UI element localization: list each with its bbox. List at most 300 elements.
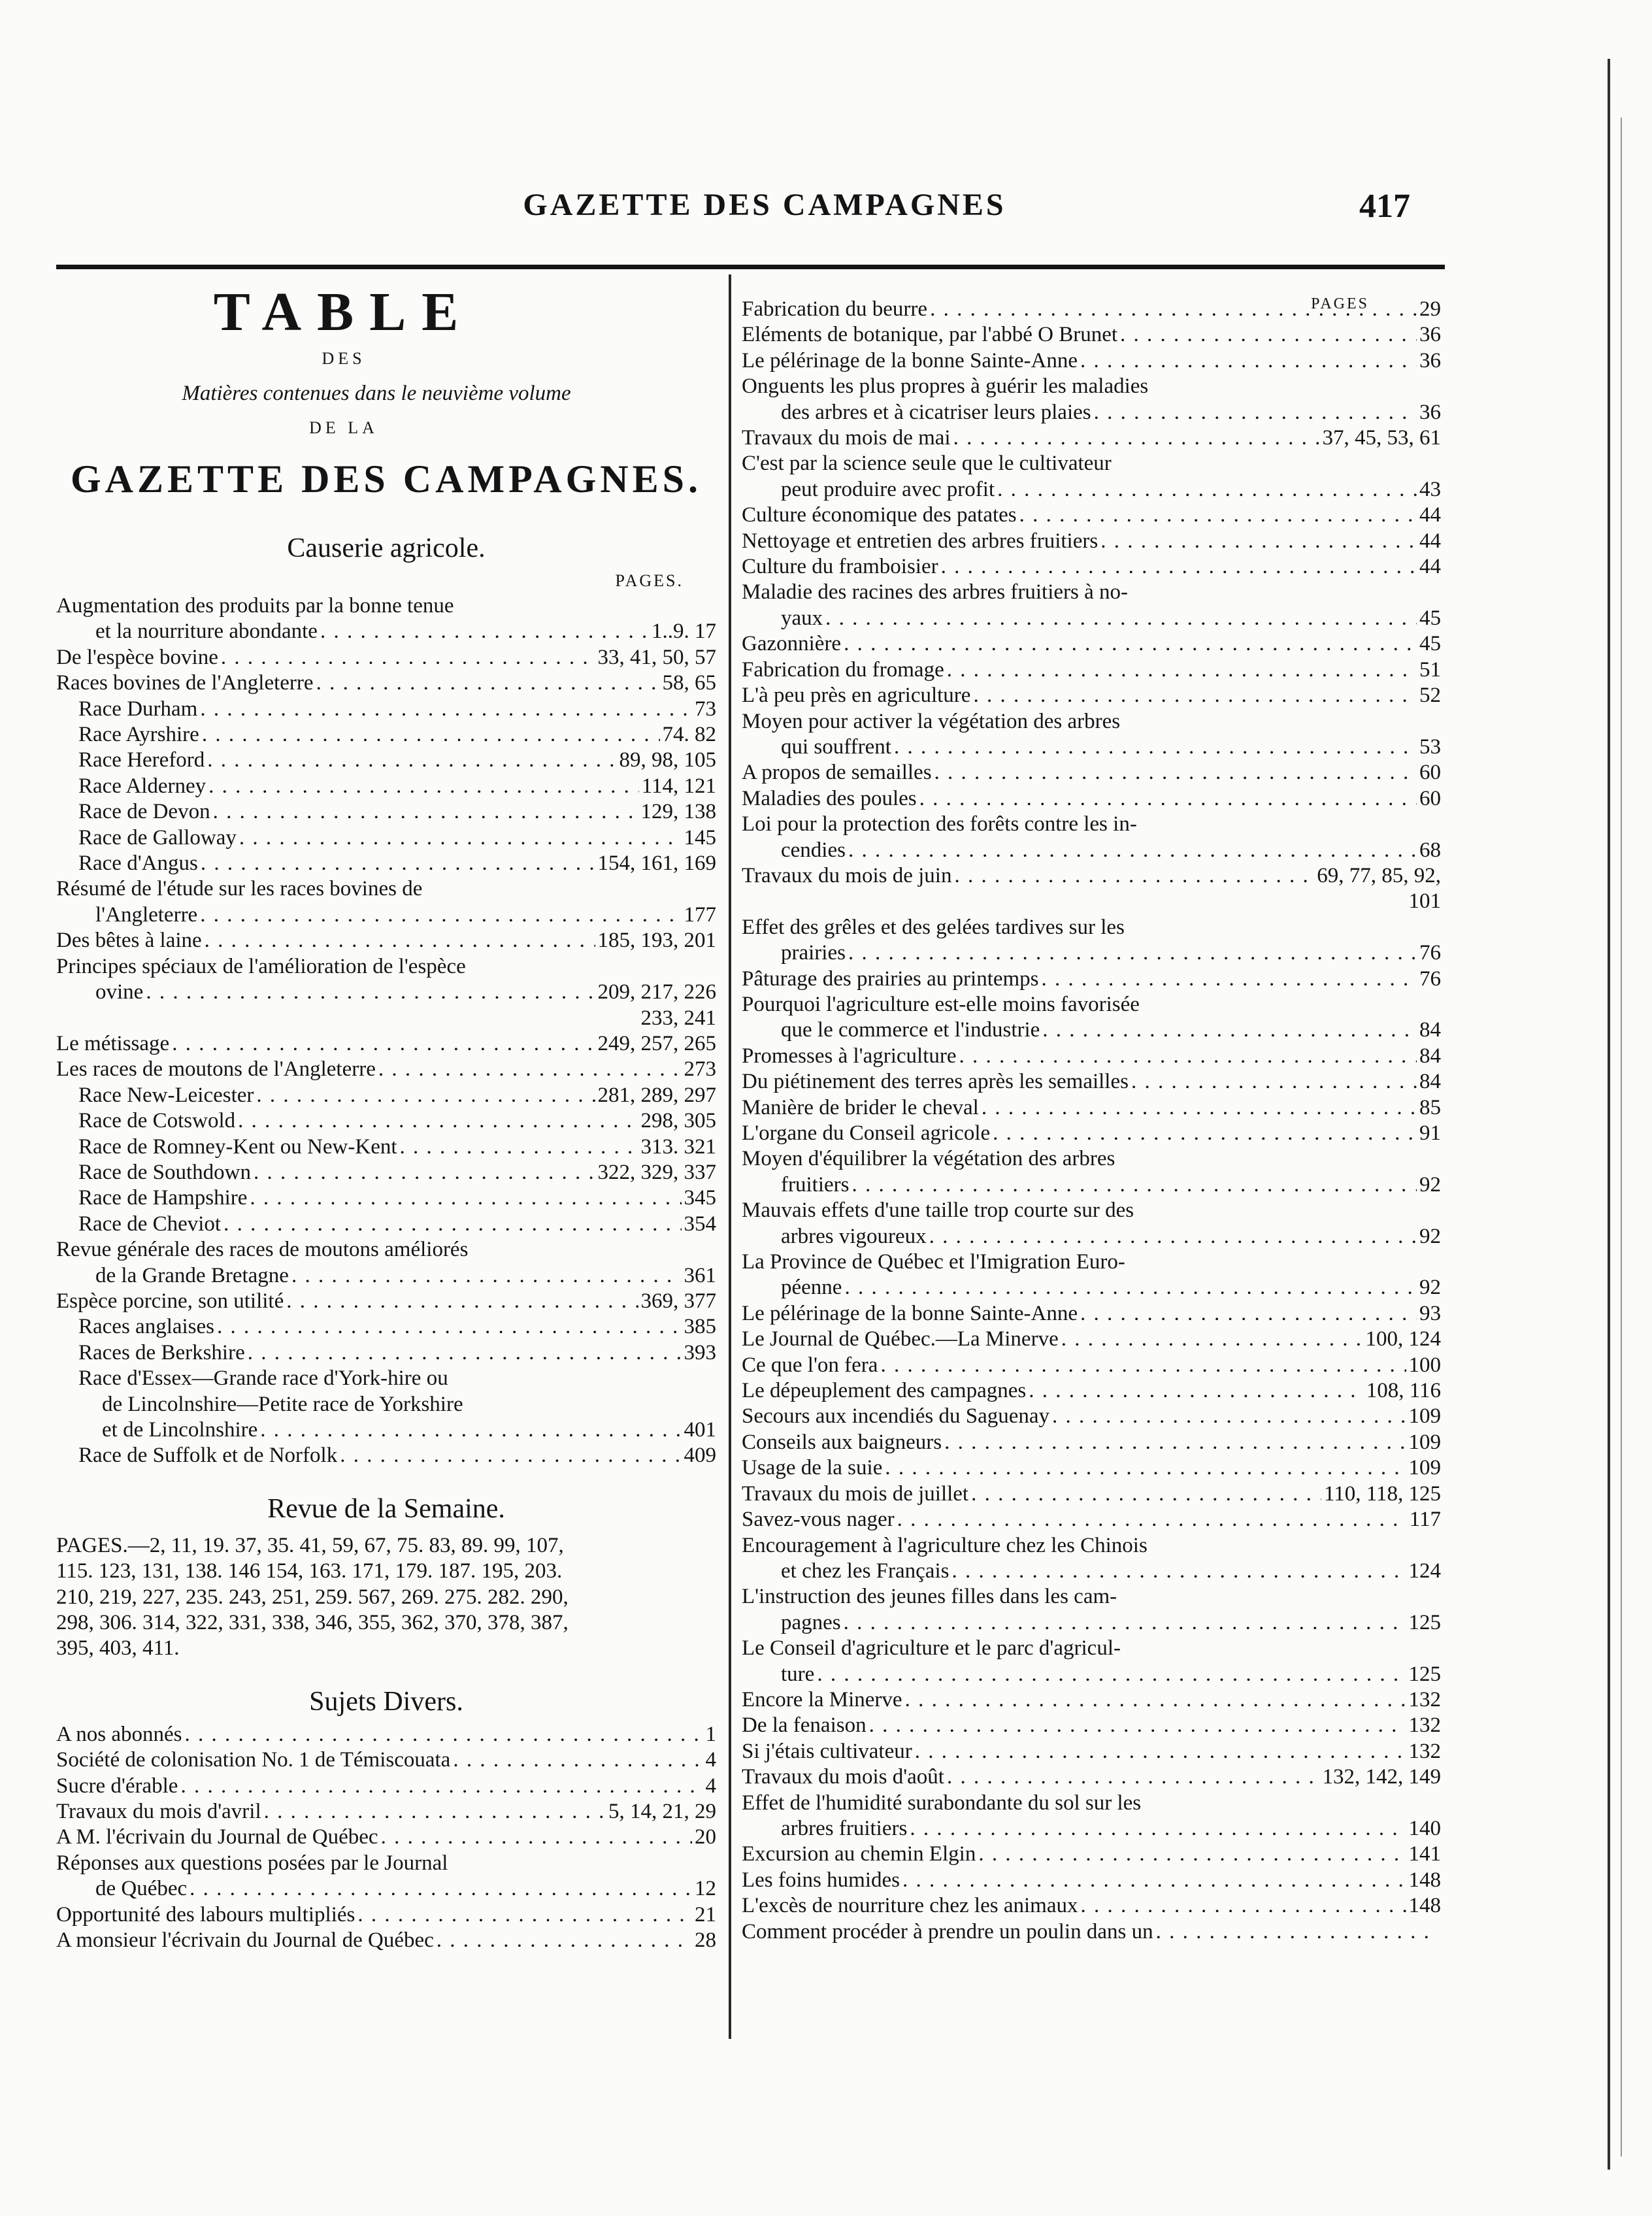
entry-pages: 401: [684, 1418, 716, 1442]
dot-leader: [223, 1212, 681, 1237]
entry-title: Race de Devon: [78, 800, 210, 824]
index-entry: [742, 915, 1441, 967]
entry-title: Conseils aux baigneurs: [742, 1430, 942, 1454]
entry-title-line: de Lincolnshire—Petite race de Yorkshire: [102, 1392, 463, 1416]
entry-pages: 21: [695, 1902, 716, 1927]
dot-leader: [947, 657, 1417, 683]
entry-title-line: Le Conseil d'agriculture et le parc d'agricul-: [742, 1636, 1121, 1661]
entry-title: Secours aux incendiés du Saguenay: [742, 1404, 1050, 1429]
entry-pages: 45: [1419, 606, 1441, 630]
index-entry: [742, 322, 1441, 348]
entry-title-line: Mauvais effets d'une taille trop courte sur des: [742, 1199, 1134, 1223]
entry-title: Les foins humides: [742, 1868, 900, 1892]
index-entry: [56, 1928, 716, 1953]
index-entry: [56, 1237, 716, 1289]
entry-title: Le pélérinage de la bonne Sainte-Anne: [742, 348, 1078, 372]
entry-title: Travaux du mois d'avril: [56, 1800, 261, 1824]
entry-title: prairies: [781, 941, 846, 965]
entry-pages: 5, 14, 21, 29: [608, 1800, 716, 1824]
entry-title: Travaux du mois de mai: [742, 426, 951, 450]
dot-leader: [378, 1057, 682, 1082]
entry-pages: 36: [1419, 348, 1441, 372]
index-entry: [742, 1378, 1441, 1404]
dot-leader: [256, 1083, 595, 1108]
entry-title: Race de Cotswold: [78, 1109, 236, 1133]
dot-leader: [1080, 1893, 1406, 1919]
entry-title: Usage de la suie: [742, 1456, 883, 1480]
dot-leader: [205, 928, 595, 953]
entry-title: qui souffrent: [781, 735, 891, 759]
entry-pages: 124: [1408, 1559, 1441, 1583]
dot-leader: [1156, 1919, 1438, 1945]
entry-pages: 4: [705, 1774, 716, 1798]
entry-title: A M. l'écrivain du Journal de Québec: [56, 1825, 378, 1849]
entry-title: Espèce porcine, son utilité: [56, 1289, 284, 1313]
entry-pages: 125: [1408, 1610, 1441, 1634]
dot-leader: [978, 1842, 1406, 1867]
index-entry: [56, 748, 716, 773]
entry-title: et la nourriture abondante: [95, 620, 318, 644]
index-entry: [742, 1198, 1441, 1249]
revue-pages-line: PAGES.—2, 11, 19. 37, 35. 41, 59, 67, 75. 83, 89. 99, 107,: [56, 1533, 564, 1557]
dot-leader: [905, 1687, 1406, 1713]
entry-title: et de Lincolnshire: [102, 1418, 258, 1442]
index-entry: [742, 657, 1441, 683]
dot-leader: [954, 863, 1314, 889]
dot-leader: [264, 1799, 606, 1825]
entry-pages: 44: [1419, 503, 1441, 527]
index-entry: [742, 554, 1441, 580]
dot-leader: [844, 631, 1417, 657]
dot-leader: [207, 748, 616, 773]
dot-leader: [851, 1172, 1417, 1198]
dot-leader: [944, 1430, 1406, 1455]
entry-pages: 281, 289, 297: [597, 1083, 716, 1107]
entry-pages: 52: [1419, 684, 1441, 708]
entry-title: Race d'Angus: [78, 852, 198, 876]
index-entry: [56, 1825, 716, 1850]
entry-pages: 92: [1419, 1276, 1441, 1300]
index-entry: [742, 1687, 1441, 1713]
entry-pages: 114, 121: [641, 774, 716, 798]
entry-title: Race de Suffolk et de Norfolk: [78, 1444, 338, 1468]
entry-title: Encore la Minerve: [742, 1687, 902, 1712]
index-entry: [56, 1185, 716, 1211]
index-entry: [56, 670, 716, 696]
dot-leader: [1094, 400, 1417, 425]
entry-pages: 249, 257, 265: [597, 1031, 716, 1055]
dot-leader: [340, 1443, 681, 1468]
entry-pages: 74. 82: [662, 723, 716, 747]
entry-title: des arbres et à cicatriser leurs plaies: [781, 400, 1091, 424]
page-edge-rule-inner: [1621, 118, 1622, 2157]
revue-pages-list: [56, 1533, 723, 1662]
entry-pages: 393: [684, 1340, 716, 1364]
dot-leader: [208, 774, 639, 799]
index-entry: [742, 863, 1441, 889]
entry-title: Culture du framboisier: [742, 555, 938, 579]
index-entry: [56, 1340, 716, 1366]
dot-leader: [1029, 1378, 1363, 1404]
entry-title: que le commerce et l'industrie: [781, 1018, 1040, 1042]
entry-title: Comment procéder à prendre un poulin dans un: [742, 1919, 1153, 1943]
dot-leader: [947, 1764, 1320, 1790]
entry-title: A monsieur l'écrivain du Journal de Québec: [56, 1928, 434, 1953]
entry-title-line: L'instruction des jeunes filles dans les cam-: [742, 1585, 1117, 1609]
dot-leader: [844, 1275, 1417, 1300]
entry-title-line: Effet des grêles et des gelées tardives sur les: [742, 915, 1125, 939]
dot-leader: [437, 1928, 692, 1953]
entry-title: Race de Hampshire: [78, 1186, 248, 1210]
entry-title: Fabrication du beurre: [742, 297, 928, 321]
dot-leader: [1100, 529, 1417, 554]
entry-title-line: Loi pour la protection des forêts contre les in-: [742, 812, 1137, 836]
dot-leader: [951, 1559, 1406, 1584]
dot-leader: [934, 760, 1417, 786]
dot-leader: [190, 1876, 692, 1902]
entry-title: Race de Southdown: [78, 1160, 251, 1184]
revue-pages-line: 298, 306. 314, 322, 331, 338, 346, 355, 362, 370, 378, 387,: [56, 1611, 569, 1635]
entry-title: Race New-Leicester: [78, 1083, 254, 1107]
entry-title: Race Ayrshire: [78, 723, 199, 747]
index-entry: [742, 1739, 1441, 1764]
sujets-entry-list: [56, 1722, 716, 1954]
entry-pages: 51: [1419, 657, 1441, 682]
entry-pages: 93: [1419, 1301, 1441, 1325]
entry-title: cendies: [781, 838, 846, 862]
entry-title: Races de Berkshire: [78, 1340, 245, 1364]
index-entry: [742, 1533, 1441, 1585]
entry-pages: 145: [684, 825, 716, 850]
entry-pages: 132, 142, 149: [1322, 1765, 1441, 1789]
entry-title: Société de colonisation No. 1 de Témiscouata: [56, 1748, 451, 1772]
index-entry: [56, 1108, 716, 1134]
dot-leader: [1042, 967, 1417, 992]
entry-pages: 100: [1408, 1353, 1441, 1377]
entry-pages: 85: [1419, 1095, 1441, 1119]
entry-pages: 322, 329, 337: [597, 1160, 716, 1184]
dot-leader: [897, 1507, 1407, 1532]
entry-pages: 84: [1419, 1044, 1441, 1068]
entry-title-line: Augmentation des produits par la bonne tenue: [56, 594, 454, 618]
entry-pages: 60: [1419, 786, 1441, 810]
section-heading-revue: Revue de la Semaine.: [267, 1493, 505, 1524]
entry-pages: 1..9. 17: [652, 620, 716, 644]
index-entry: [742, 1919, 1441, 1945]
index-entry: [56, 1314, 716, 1340]
entry-title: Le dépeuplement des campagnes: [742, 1379, 1027, 1403]
dot-leader: [919, 786, 1417, 812]
entry-pages: 28: [695, 1928, 716, 1953]
dot-leader: [1061, 1327, 1363, 1352]
entry-pages: 44: [1419, 529, 1441, 553]
right-column: [742, 297, 1441, 1945]
index-entry: [56, 1902, 716, 1928]
running-title: GAZETTE DES CAMPAGNES: [523, 188, 1006, 222]
index-entry: [742, 1069, 1441, 1095]
entry-pages: 110, 118, 125: [1323, 1481, 1441, 1506]
entry-title: Le métissage: [56, 1031, 170, 1055]
entry-title: Races bovines de l'Angleterre: [56, 671, 314, 695]
entry-title: Sucre d'érable: [56, 1774, 178, 1798]
dot-leader: [825, 606, 1417, 631]
dot-leader: [929, 1224, 1417, 1249]
dot-leader: [1080, 1301, 1417, 1327]
entry-title: ovine: [95, 980, 144, 1004]
entry-title: Si j'étais cultivateur: [742, 1739, 912, 1763]
entry-title: Le pélérinage de la bonne Sainte-Anne: [742, 1301, 1078, 1325]
index-entry: [742, 1044, 1441, 1069]
dot-leader: [201, 851, 595, 876]
dot-leader: [217, 1314, 681, 1340]
index-entry: [742, 1430, 1441, 1455]
entry-title: Travaux du mois de juillet: [742, 1481, 969, 1506]
entry-pages: 132: [1408, 1687, 1441, 1712]
entry-pages: 29: [1419, 297, 1441, 321]
entry-title-line: Maladie des racines des arbres fruitiers à no-: [742, 580, 1129, 604]
dot-leader: [1080, 348, 1417, 374]
dot-leader: [869, 1713, 1406, 1738]
index-entry: [56, 851, 716, 876]
dot-leader: [180, 1774, 702, 1799]
index-entry: [742, 348, 1441, 374]
dot-leader: [817, 1662, 1406, 1687]
index-entry: [742, 1404, 1441, 1429]
entry-pages: 148: [1408, 1868, 1441, 1892]
index-entry: [56, 1722, 716, 1747]
dot-leader: [221, 645, 595, 670]
revue-pages-line: 115. 123, 131, 138. 146 154, 163. 171, 179. 187. 195, 203.: [56, 1559, 563, 1583]
index-entry: [56, 1774, 716, 1799]
entry-title: L'organe du Conseil agricole: [742, 1121, 991, 1145]
index-entry: [742, 297, 1441, 322]
entry-pages: 60: [1419, 761, 1441, 785]
index-entry: [56, 1057, 716, 1082]
entry-pages: 20: [695, 1825, 716, 1849]
pages-column-label: PAGES.: [615, 571, 684, 590]
dot-leader: [260, 1417, 681, 1443]
dot-leader: [238, 1108, 638, 1134]
index-entry: [742, 1868, 1441, 1893]
entry-title: de la Grande Bretagne: [95, 1263, 289, 1287]
dot-leader: [357, 1902, 692, 1928]
entry-pages: 125: [1408, 1662, 1441, 1686]
index-entry: [742, 760, 1441, 786]
index-entry: [742, 1481, 1441, 1507]
entry-pages: 298, 305: [640, 1109, 716, 1133]
entry-title: de Québec: [95, 1877, 188, 1901]
entry-pages: 45: [1419, 632, 1441, 656]
entry-pages: 100, 124: [1365, 1327, 1441, 1351]
index-entry: [742, 503, 1441, 528]
entry-pages: 129, 138: [640, 800, 716, 824]
dot-leader: [185, 1722, 703, 1747]
index-entry: [742, 992, 1441, 1044]
index-entry: [742, 1584, 1441, 1636]
entry-title: Eléments de botanique, par l'abbé O Brunet: [742, 323, 1118, 347]
dot-leader: [200, 902, 681, 928]
entry-pages: 76: [1419, 967, 1441, 991]
dot-leader: [959, 1044, 1417, 1069]
index-entry: [742, 1146, 1441, 1198]
dot-leader: [172, 1031, 595, 1057]
entry-pages: 91: [1419, 1121, 1441, 1145]
dot-leader: [239, 825, 682, 851]
index-entry: [56, 697, 716, 722]
table-title: TABLE: [213, 282, 474, 342]
entry-title: Du piétinement des terres après les semailles: [742, 1070, 1129, 1094]
entry-pages: 148: [1408, 1894, 1441, 1918]
de-la-label: DE LA: [309, 418, 378, 437]
column-divider: [729, 274, 731, 2039]
entry-title: Manière de brider le cheval: [742, 1095, 979, 1119]
entry-title-line: Réponses aux questions posées par le Journal: [56, 1851, 448, 1875]
entry-pages: 37, 45, 53, 61: [1322, 426, 1441, 450]
section-heading-causerie: Causerie agricole.: [287, 533, 486, 563]
entry-pages: 69, 77, 85, 92,: [1317, 863, 1441, 887]
dot-leader: [930, 297, 1417, 322]
dot-leader: [1042, 1017, 1417, 1043]
entry-title-line: Résumé de l'étude sur les races bovines de: [56, 877, 423, 901]
entry-title: Pâturage des prairies au printemps: [742, 967, 1039, 991]
index-entry: [56, 876, 716, 928]
entry-title: Ce que l'on fera: [742, 1353, 878, 1377]
entry-pages: 84: [1419, 1018, 1441, 1042]
entry-title-line: Effet de l'humidité surabondante du sol sur les: [742, 1791, 1142, 1815]
entry-title: Travaux du mois de juin: [742, 863, 952, 887]
index-entry: [56, 1006, 716, 1031]
index-entry: [56, 1289, 716, 1314]
entry-title: Le Journal de Québec.—La Minerve: [742, 1327, 1059, 1351]
entry-pages: 313. 321: [640, 1134, 716, 1159]
entry-pages: 209, 217, 226: [597, 980, 716, 1004]
dot-leader: [880, 1353, 1406, 1378]
entry-pages: 233, 241: [640, 1006, 716, 1030]
index-entry: [742, 1249, 1441, 1301]
index-entry: [742, 1636, 1441, 1687]
entry-pages: 140: [1408, 1816, 1441, 1840]
dot-leader: [320, 619, 649, 644]
dot-leader: [202, 722, 660, 748]
pages-column-label-right: PAGES: [1311, 295, 1369, 312]
entry-pages: 44: [1419, 555, 1441, 579]
entry-title: L'excès de nourriture chez les animaux: [742, 1894, 1078, 1918]
dot-leader: [915, 1739, 1406, 1764]
revue-pages-line: 395, 403, 411.: [56, 1636, 180, 1661]
index-entry: [56, 1031, 716, 1057]
entry-title: Excursion au chemin Elgin: [742, 1842, 976, 1866]
index-entry: [56, 825, 716, 851]
index-entry: [742, 451, 1441, 503]
entry-title: yaux: [781, 606, 823, 630]
entry-pages: 385: [684, 1315, 716, 1339]
index-entry: [742, 374, 1441, 425]
entry-title-line: Onguents les plus propres à guérir les maladies: [742, 374, 1149, 399]
dot-leader: [844, 1610, 1406, 1636]
entry-title: Race de Romney-Kent ou New-Kent: [78, 1134, 397, 1159]
dot-leader: [982, 1095, 1417, 1121]
entry-title: Opportunité des labours multipliés: [56, 1902, 355, 1927]
entry-title: Maladies des poules: [742, 786, 917, 810]
dot-leader: [254, 1160, 595, 1185]
dot-leader: [971, 1481, 1321, 1507]
entry-title-line: Revue générale des races de moutons améliorés: [56, 1238, 469, 1262]
entry-title: A propos de semailles: [742, 761, 932, 785]
entry-title-line: Moyen d'équilibrer la végétation des arbres: [742, 1147, 1115, 1171]
entry-title-line: Principes spéciaux de l'amélioration de l'espèce: [56, 954, 466, 978]
index-entry: [742, 1764, 1441, 1790]
index-entry: [742, 889, 1441, 914]
dot-leader: [941, 554, 1417, 580]
index-entry: [56, 722, 716, 748]
index-entry: [742, 1121, 1441, 1146]
index-entry: [56, 1851, 716, 1902]
entry-pages: 53: [1419, 735, 1441, 759]
dot-leader: [997, 477, 1417, 503]
entry-title: péenne: [781, 1276, 842, 1300]
entry-title: Race Alderney: [78, 774, 206, 798]
causerie-entry-list: [56, 593, 716, 1469]
index-entry: [56, 928, 716, 953]
entry-pages: 89, 98, 105: [619, 748, 716, 772]
index-entry: [742, 709, 1441, 761]
index-entry: [56, 1366, 716, 1443]
entry-title: pagnes: [781, 1610, 841, 1634]
right-entry-list: [742, 297, 1441, 1945]
entry-title-line: C'est par la science seule que le cultivateur: [742, 452, 1112, 476]
entry-pages: 132: [1408, 1739, 1441, 1763]
index-entry: [742, 1791, 1441, 1842]
page-number: 417: [1359, 188, 1410, 225]
entry-title: fruitiers: [781, 1172, 850, 1197]
entry-pages: 185, 193, 201: [597, 929, 716, 953]
dot-leader: [993, 1121, 1417, 1146]
dot-leader: [910, 1816, 1406, 1842]
entry-title: arbres vigoureux: [781, 1224, 927, 1248]
dot-leader: [453, 1747, 702, 1773]
index-entry: [742, 1893, 1441, 1919]
index-entry: [56, 645, 716, 670]
entry-title: Les races de moutons de l'Angleterre: [56, 1057, 376, 1082]
entry-pages: 4: [705, 1748, 716, 1772]
entry-title: A nos abonnés: [56, 1722, 182, 1746]
entry-pages: 345: [684, 1186, 716, 1210]
dot-leader: [316, 670, 660, 696]
dot-leader: [250, 1185, 681, 1211]
entry-title-line: La Province de Québec et l'Imigration Euro-: [742, 1250, 1125, 1274]
entry-title: arbres fruitiers: [781, 1816, 908, 1840]
entry-pages: 92: [1419, 1224, 1441, 1248]
entry-pages: 109: [1408, 1404, 1441, 1429]
entry-pages: 132: [1408, 1713, 1441, 1738]
volume-subtitle: Matières contenues dans le neuvième volume: [182, 382, 571, 405]
entry-pages: 109: [1408, 1430, 1441, 1454]
entry-pages: 73: [695, 697, 716, 721]
entry-pages: 12: [695, 1877, 716, 1901]
index-entry: [742, 1507, 1441, 1532]
entry-pages: 273: [684, 1057, 716, 1082]
page-edge-rule: [1608, 59, 1610, 2170]
entry-pages: 154, 161, 169: [597, 852, 716, 876]
dot-leader: [291, 1263, 682, 1289]
dot-leader: [885, 1455, 1406, 1481]
dot-leader: [848, 940, 1417, 966]
index-entry: [56, 593, 716, 645]
index-entry: [742, 812, 1441, 863]
entry-title: Gazonnière: [742, 632, 842, 656]
section-heading-sujets: Sujets Divers.: [309, 1686, 463, 1717]
entry-pages: 84: [1419, 1070, 1441, 1094]
